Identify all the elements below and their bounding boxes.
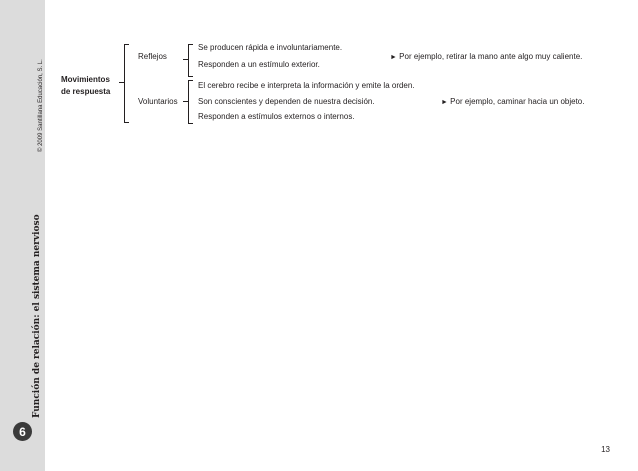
reflejos-example-text: Por ejemplo, retirar la mano ante algo muy caliente. [399,52,583,61]
chapter-title: Función de relación: el sistema nervioso [32,214,42,418]
voluntarios-example-text: Por ejemplo, caminar hacia un objeto. [450,97,585,106]
chapter-number-badge: 6 [13,422,32,441]
reflejos-item: Se producen rápida e involuntariamente. [198,43,343,52]
voluntarios-brace [188,80,193,124]
voluntarios-example [441,97,584,106]
branch-label-voluntarios: Voluntarios [138,97,178,106]
reflejos-item: Responden a un estímulo exterior. [198,60,320,69]
voluntarios-item: Responden a estímulos externos o internos. [198,112,355,121]
reflejos-example [390,52,582,61]
reflejos-brace-tick [183,59,188,60]
voluntarios-item: Son conscientes y dependen de nuestra decisión. [198,97,375,106]
page-number: 13 [601,445,610,454]
copyright-notice: © 2009 Santillana Educación, S. L. [38,59,44,152]
voluntarios-item: El cerebro recibe e interpreta la información y emite la orden. [198,81,415,90]
diagram-root: Movimientos de respuesta [61,75,111,96]
arrow-right-icon: ► [441,99,448,106]
arrow-right-icon: ► [390,54,397,61]
sidebar [0,0,45,471]
branch-label-reflejos: Reflejos [138,52,167,61]
main-brace-tick [119,82,124,83]
reflejos-brace [188,44,193,77]
main-brace [124,44,129,123]
voluntarios-brace-tick [183,101,188,102]
